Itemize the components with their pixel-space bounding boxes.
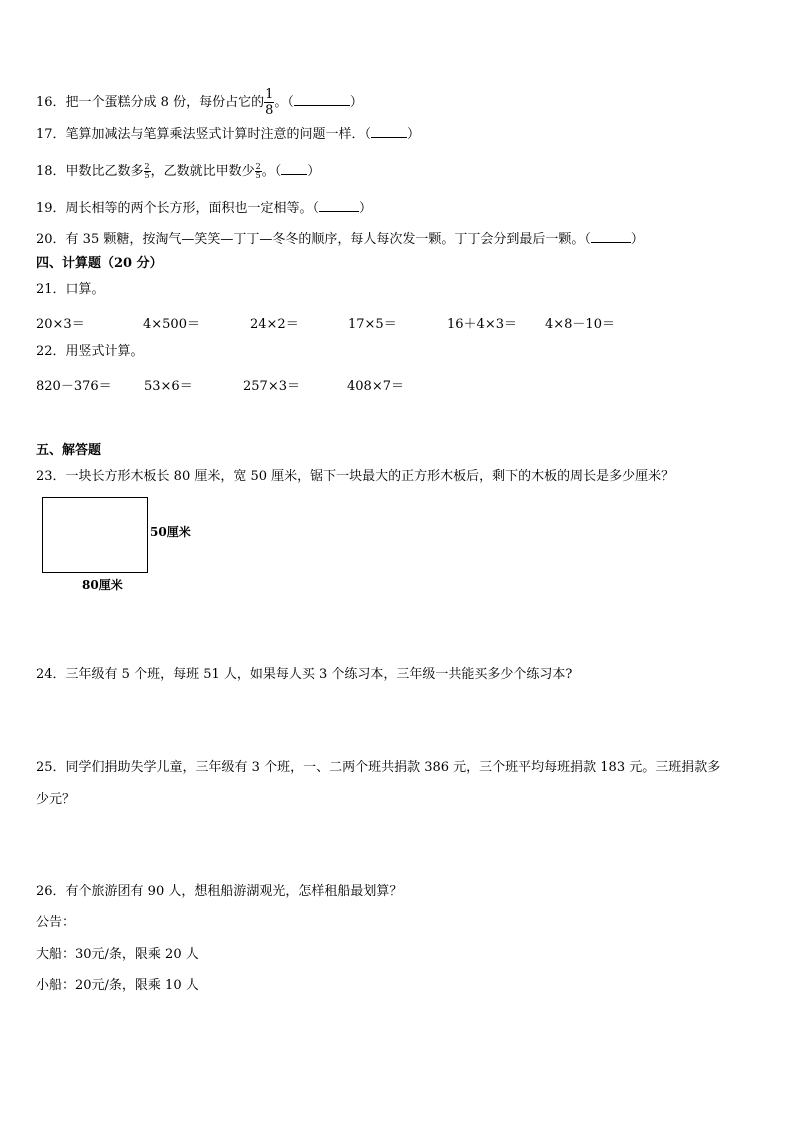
oral-calc-item: 17×5＝: [348, 317, 397, 332]
fraction-denominator: 5: [144, 171, 150, 180]
fraction-two-fifths-1: [144, 163, 151, 180]
question-19: [36, 199, 372, 217]
oral-calc-item: 4×500＝: [143, 317, 200, 332]
oral-calc-item: 16＋4×3＝: [447, 317, 517, 332]
fraction-one-eighth: [264, 88, 274, 117]
vertical-calc-item: 408×7＝: [347, 379, 404, 394]
fraction-numerator: 2: [255, 162, 261, 171]
question-17: [36, 125, 420, 143]
answer-blank-17[interactable]: [371, 125, 407, 138]
question-25-line-2: 少元？: [36, 792, 76, 807]
answer-blank-16[interactable]: [294, 93, 350, 106]
question-23: 23．一块长方形木板长 80 厘米，宽 50 厘米，锯下一块最大的正方形木板后，剩下的木板的周长是多少厘米？: [36, 469, 675, 484]
notice-title: 公告：: [36, 915, 76, 930]
question-25-line-1: 25．同学们捐助失学儿童，三年级有 3 个班，一、二两个班共捐款 386 元，三个班平均每班捐款 183 元。三班捐款多: [36, 760, 721, 775]
vertical-calc-item: 820－376＝: [36, 379, 112, 394]
answer-blank-19[interactable]: [319, 199, 359, 212]
fraction-denominator: 5: [255, 171, 261, 180]
answer-blank-20[interactable]: [591, 230, 631, 243]
length-label: 80厘米: [82, 578, 123, 592]
section-5-title: 五、解答题: [36, 443, 102, 458]
width-label: 50厘米: [150, 525, 191, 539]
question-16-text-before: 把一个蛋糕分成 8 份，每份占它的: [65, 95, 265, 110]
question-18-text-c: 。（: [261, 164, 282, 179]
question-19-text: 19．周长相等的两个长方形，面积也一定相等。（: [36, 201, 320, 216]
question-20: [36, 230, 644, 248]
closing-paren: ）: [630, 232, 644, 247]
vertical-calc-item: 53×6＝: [144, 379, 193, 394]
oral-calc-item: 24×2＝: [250, 317, 299, 332]
oral-calc-item: 4×8－10＝: [545, 317, 615, 332]
question-21-title: 21．口算。: [36, 282, 105, 297]
question-17-text: 17．笔算加减法与笔算乘法竖式计算时注意的问题一样．（: [36, 127, 372, 142]
question-16-text-after: 。（: [274, 95, 294, 110]
fraction-denominator: 8: [265, 103, 274, 118]
fraction-two-fifths-2: [255, 163, 262, 180]
question-22-title: 22．用竖式计算。: [36, 344, 144, 359]
question-26: 26．有个旅游团有 90 人，想租船游湖观光，怎样租船最划算？: [36, 884, 403, 899]
closing-paren: ）: [349, 95, 363, 110]
answer-blank-18[interactable]: [281, 162, 307, 175]
section-4-title: 四、计算题（20 分）: [36, 256, 163, 271]
question-24: 24．三年级有 5 个班，每班 51 人，如果每人买 3 个练习本，三年级一共能买多少个练习本?: [36, 667, 573, 682]
question-16: [36, 88, 363, 117]
closing-paren: ）: [359, 201, 373, 216]
fraction-numerator: 1: [265, 87, 274, 102]
vertical-calc-item: 257×3＝: [243, 379, 300, 394]
fraction-numerator: 2: [144, 162, 150, 171]
question-16-text: 16．: [36, 95, 66, 110]
question-18: [36, 162, 320, 180]
small-boat-info: 小船：20元/条，限乘 10 人: [36, 978, 199, 993]
big-boat-info: 大船：30元/条，限乘 20 人: [36, 947, 199, 962]
closing-paren: ）: [407, 127, 421, 142]
question-20-text: 20．有 35 颗糖，按淘气—笑笑—丁丁—冬冬的顺序，每人每次发一颗。丁丁会分到最后一颗。（: [36, 232, 591, 247]
question-18-text-a: 18．甲数比乙数多: [36, 164, 144, 179]
rectangle-board-figure: [42, 497, 148, 573]
oral-calc-item: 20×3＝: [36, 317, 85, 332]
question-18-text-b: ，乙数就比甲数少: [150, 164, 255, 179]
closing-paren: ）: [307, 164, 321, 179]
